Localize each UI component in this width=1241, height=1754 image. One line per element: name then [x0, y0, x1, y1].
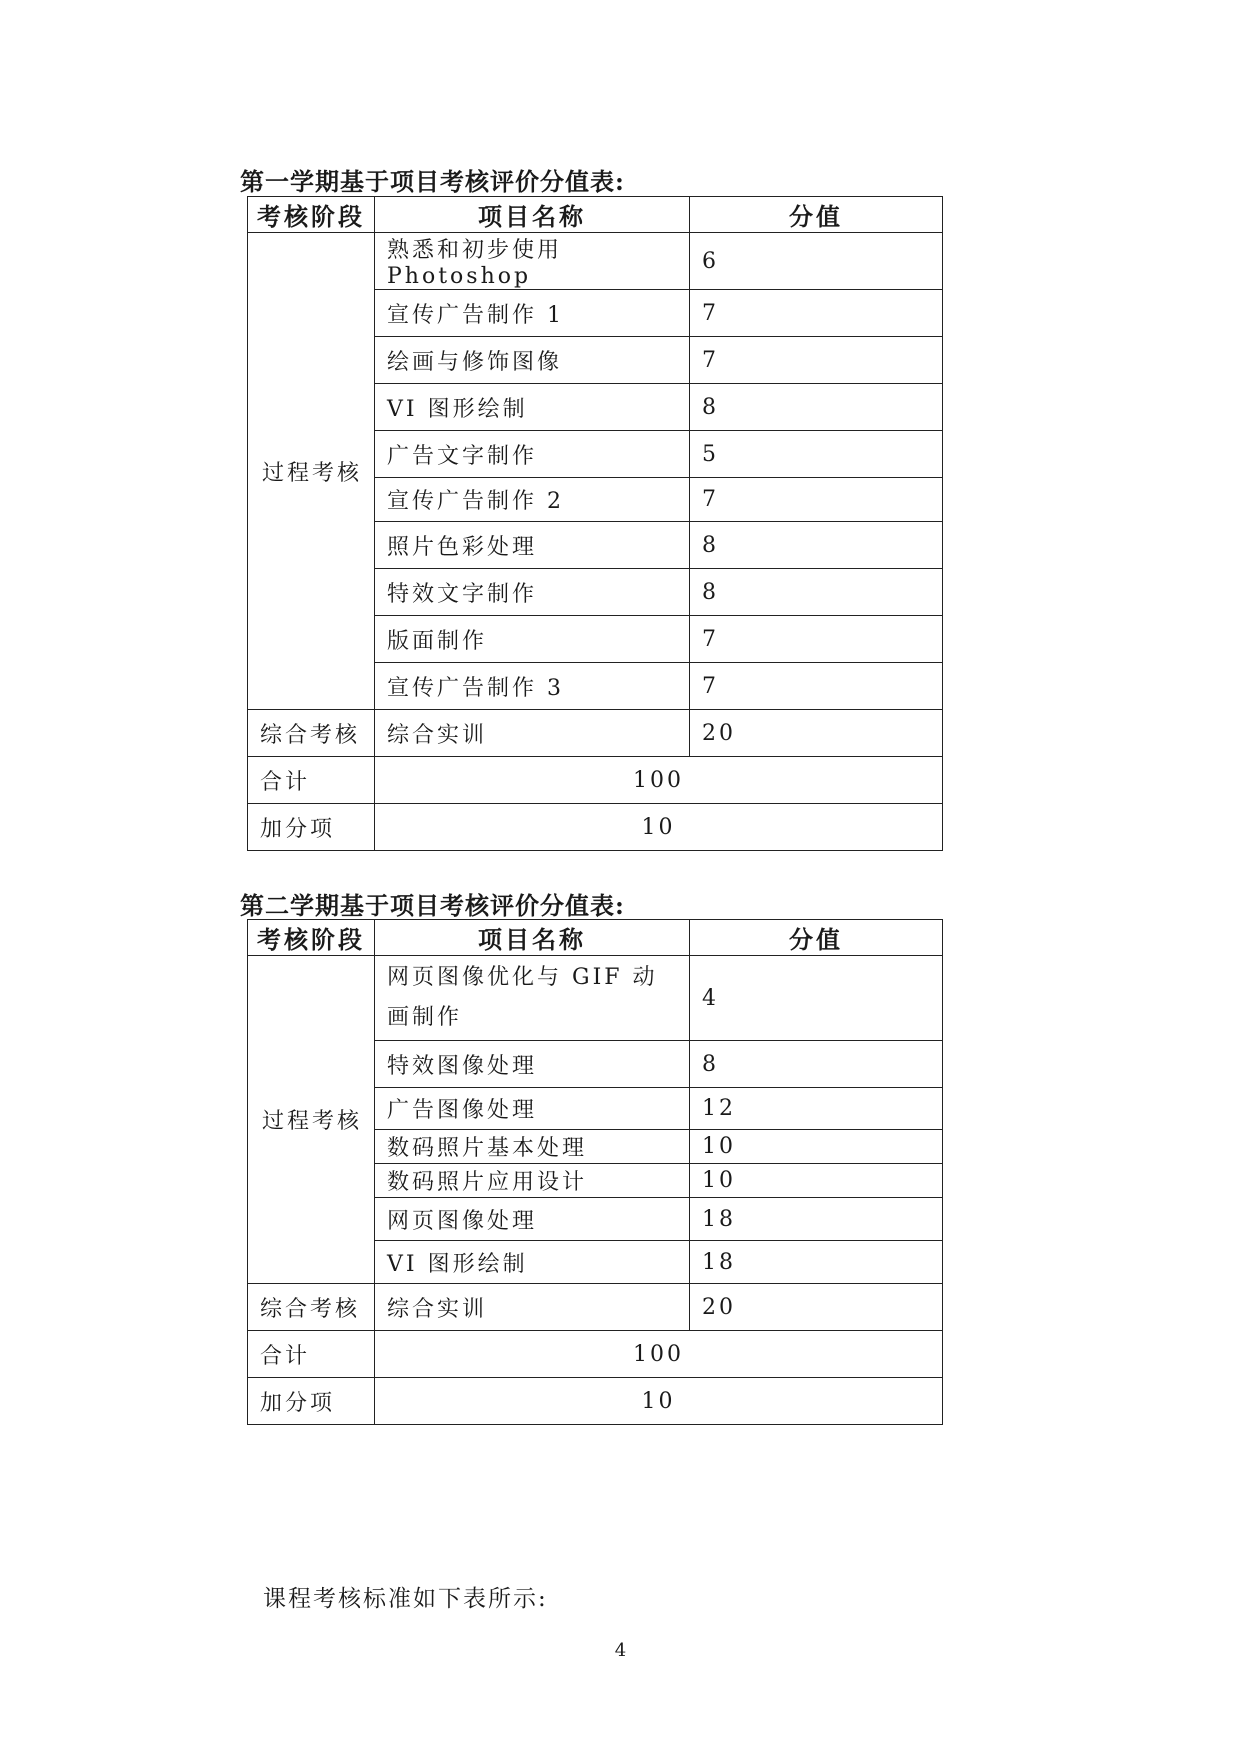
- project-name: 广告文字制作: [375, 431, 690, 478]
- header-stage: 考核阶段: [248, 197, 375, 233]
- project-score: 20: [690, 1284, 943, 1331]
- header-score: 分值: [690, 920, 943, 956]
- bonus-row: [248, 804, 943, 851]
- project-name: 数码照片应用设计: [375, 1164, 690, 1198]
- stage-cell-process: 过程考核: [248, 233, 375, 710]
- project-name: VI 图形绘制: [375, 1241, 690, 1284]
- total-label: 合计: [248, 1331, 375, 1378]
- project-score: 8: [690, 522, 943, 569]
- project-name: 数码照片基本处理: [375, 1130, 690, 1164]
- table2-title: 第二学期基于项目考核评价分值表:: [240, 891, 625, 920]
- page-number: 4: [614, 1640, 627, 1661]
- body-paragraph: 课程考核标准如下表所示:: [263, 1586, 548, 1612]
- table1-score-table: [247, 196, 943, 851]
- project-score: 20: [690, 710, 943, 757]
- comprehensive-row: [248, 1284, 943, 1331]
- project-name: 宣传广告制作 3: [375, 663, 690, 710]
- project-score: 8: [690, 384, 943, 431]
- project-name: 宣传广告制作 2: [375, 478, 690, 522]
- stage-cell-process: 过程考核: [248, 956, 375, 1284]
- project-name: 网页图像处理: [375, 1198, 690, 1241]
- project-score: 8: [690, 1041, 943, 1088]
- total-value: 100: [375, 1331, 943, 1378]
- project-score: 10: [690, 1130, 943, 1164]
- project-name: 绘画与修饰图像: [375, 337, 690, 384]
- project-name: 特效图像处理: [375, 1041, 690, 1088]
- project-name: 版面制作: [375, 616, 690, 663]
- total-label: 合计: [248, 757, 375, 804]
- header-project-name: 项目名称: [375, 197, 690, 233]
- project-name: 特效文字制作: [375, 569, 690, 616]
- project-name: 综合实训: [375, 710, 690, 757]
- project-name: 照片色彩处理: [375, 522, 690, 569]
- header-stage: 考核阶段: [248, 920, 375, 956]
- bonus-row: [248, 1378, 943, 1425]
- project-score: 7: [690, 290, 943, 337]
- table-row: [248, 956, 943, 1041]
- project-score: 6: [690, 233, 943, 290]
- comprehensive-row: [248, 710, 943, 757]
- project-score: 7: [690, 337, 943, 384]
- bonus-label: 加分项: [248, 1378, 375, 1425]
- table1-title: 第一学期基于项目考核评价分值表:: [240, 167, 625, 196]
- project-name: 熟悉和初步使用 Photoshop: [375, 233, 690, 290]
- stage-cell-comprehensive: 综合考核: [248, 710, 375, 757]
- total-row: [248, 757, 943, 804]
- project-name: 宣传广告制作 1: [375, 290, 690, 337]
- project-score: 12: [690, 1088, 943, 1130]
- project-score: 18: [690, 1198, 943, 1241]
- table2-score-table: [247, 919, 943, 1425]
- bonus-value: 10: [375, 1378, 943, 1425]
- project-score: 18: [690, 1241, 943, 1284]
- total-row: [248, 1331, 943, 1378]
- project-name: 广告图像处理: [375, 1088, 690, 1130]
- project-name: 网页图像优化与 GIF 动画制作: [375, 956, 690, 1041]
- project-name: 综合实训: [375, 1284, 690, 1331]
- stage-cell-comprehensive: 综合考核: [248, 1284, 375, 1331]
- table-header-row: [248, 920, 943, 956]
- total-value: 100: [375, 757, 943, 804]
- project-name: VI 图形绘制: [375, 384, 690, 431]
- project-score: 7: [690, 478, 943, 522]
- project-score: 7: [690, 663, 943, 710]
- table-header-row: [248, 197, 943, 233]
- project-score: 10: [690, 1164, 943, 1198]
- project-score: 5: [690, 431, 943, 478]
- bonus-label: 加分项: [248, 804, 375, 851]
- bonus-value: 10: [375, 804, 943, 851]
- header-project-name: 项目名称: [375, 920, 690, 956]
- project-score: 4: [690, 956, 943, 1041]
- project-score: 8: [690, 569, 943, 616]
- header-score: 分值: [690, 197, 943, 233]
- table-row: [248, 233, 943, 290]
- project-score: 7: [690, 616, 943, 663]
